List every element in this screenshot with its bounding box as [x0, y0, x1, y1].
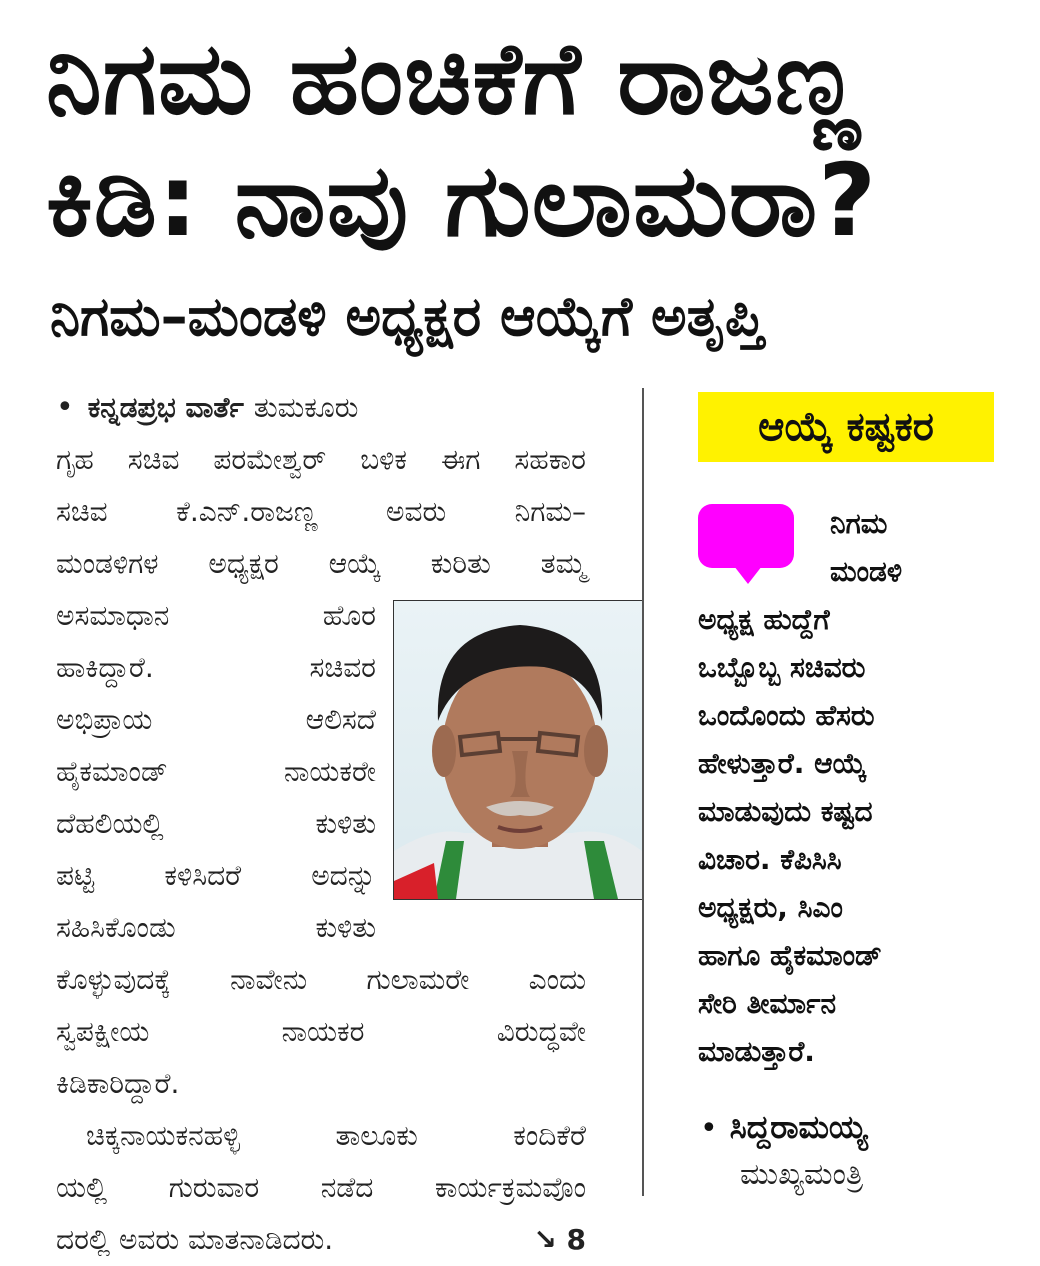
article-lines-wrap [56, 590, 376, 954]
article-line: ದರಲ್ಲಿ ಅವರು ಮಾತನಾಡಿದರು. [56, 1223, 334, 1256]
dateline-place: ತುಮಕೂರು [253, 391, 359, 424]
article-line: ಹೈಕಮಾಂಡ್ ನಾಯಕರೇ [56, 755, 376, 788]
article-line: ಕಿಡಿಕಾರಿದ್ದಾರೆ. [56, 1067, 180, 1100]
article-line: ಗೃಹ ಸಚಿವ ಪರಮೇಶ್ವರ್ ಬಳಿಕ ಈಗ ಸಹಕಾರ [56, 443, 586, 476]
speaker-bullet: • [700, 1111, 718, 1146]
headline [46, 18, 1016, 262]
article-lines-bottom [56, 954, 586, 1058]
quote-line: ಮಾಡುತ್ತಾರೆ. [698, 1035, 815, 1068]
sidebar-quote [698, 500, 998, 1076]
quote-line: ಅಧ್ಯಕ್ಷ ಹುದ್ದೆಗೆ [698, 603, 830, 636]
column-divider [642, 388, 644, 1196]
quote-line: ಮಂಡಳಿ [830, 555, 903, 588]
headline-line-2: ಕಿಡಿ: ನಾವು ಗುಲಾಮರಾ? [46, 142, 878, 259]
article-line: ಅಭಿಪ್ರಾಯ ಆಲಿಸದೆ [56, 703, 376, 736]
article-line: ಸಹಿಸಿಕೊಂಡು ಕುಳಿತು [56, 911, 376, 944]
article-line: ಅಸಮಾಧಾನ ಹೊರ [56, 599, 376, 632]
subheadline: ನಿಗಮ–ಮಂಡಳಿ ಅಧ್ಯಕ್ಷರ ಆಯ್ಕೆಗೆ ಅತೃಪ್ತಿ [50, 285, 765, 348]
article-line: ಸ್ವಪಕ್ಷೀಯ ನಾಯಕರ ವಿರುದ್ಧವೇ [56, 1015, 586, 1048]
article-line: ಹಾಕಿದ್ದಾರೆ. ಸಚಿವರ [56, 651, 376, 684]
article-last-row [56, 1214, 586, 1266]
quote-line: ನಿಗಮ [830, 507, 888, 540]
speaker-role: ಮುಖ್ಯಮಂತ್ರಿ [740, 1157, 864, 1192]
quote-line: ಒಬ್ಬೊಬ್ಬ ಸಚಿವರು [698, 651, 866, 684]
quote-line: ಹೇಳುತ್ತಾರೆ. ಆಯ್ಕೆ [698, 747, 867, 780]
article-line: ದೆಹಲಿಯಲ್ಲಿ ಕುಳಿತು [56, 807, 376, 840]
quote-line: ಮಾಡುವುದು ಕಷ್ಟದ [698, 795, 873, 828]
article-lines-top [56, 434, 586, 590]
dateline-bullet: • [56, 390, 74, 425]
headline-line-1: ನಿಗಮ ಹಂಚಿಕೆಗೆ ರಾಜಣ್ಣ [46, 20, 861, 137]
continued-on-page: ↘ 8 [533, 1223, 586, 1256]
minister-photo [393, 600, 643, 900]
article-line: ಸಚಿವ ಕೆ.ಎನ್.ರಾಜಣ್ಣ ಅವರು ನಿಗಮ– [56, 495, 586, 528]
speaker-name: ಸಿದ್ದರಾಮಯ್ಯ [729, 1108, 868, 1146]
dateline [56, 382, 586, 434]
quote-line: ಹಾಗೂ ಹೈಕಮಾಂಡ್ [698, 939, 882, 972]
article-paragraph-2 [56, 1110, 586, 1214]
article-line: ಕೊಳ್ಳುವುದಕ್ಕೆ ನಾವೇನು ಗುಲಾಮರೇ ಎಂದು [56, 963, 586, 996]
article-line: ಪಟ್ಟಿ ಕಳಿಸಿದರೆ ಅದನ್ನು [56, 859, 376, 892]
article-line: ಯಲ್ಲಿ ಗುರುವಾರ ನಡೆದ ಕಾರ್ಯಕ್ರಮವೊಂ [56, 1171, 586, 1204]
quote-attribution [700, 1104, 1000, 1198]
sidebar-title: ಆಯ್ಕೆ ಕಷ್ಟಕರ [698, 392, 994, 462]
article-line: ಮಂಡಳಿಗಳ ಅಧ್ಯಕ್ಷರ ಆಯ್ಕೆ ಕುರಿತು ತಮ್ಮ [56, 547, 586, 580]
article-line: ಚಿಕ್ಕನಾಯಕನಹಳ್ಳಿ ತಾಲೂಕು ಕಂದಿಕೆರೆ [86, 1119, 586, 1152]
quote-line: ಒಂದೊಂದು ಹೆಸರು [698, 699, 875, 732]
quote-line: ವಿಚಾರ. ಕೆಪಿಸಿಸಿ [698, 843, 842, 876]
news-agency: ಕನ್ನಡಪ್ರಭ ವಾರ್ತೆ [87, 391, 244, 424]
quote-line: ಅಧ್ಯಕ್ಷರು, ಸಿಎಂ [698, 891, 843, 924]
quote-line: ಸೇರಿ ತೀರ್ಮಾನ [698, 987, 837, 1020]
